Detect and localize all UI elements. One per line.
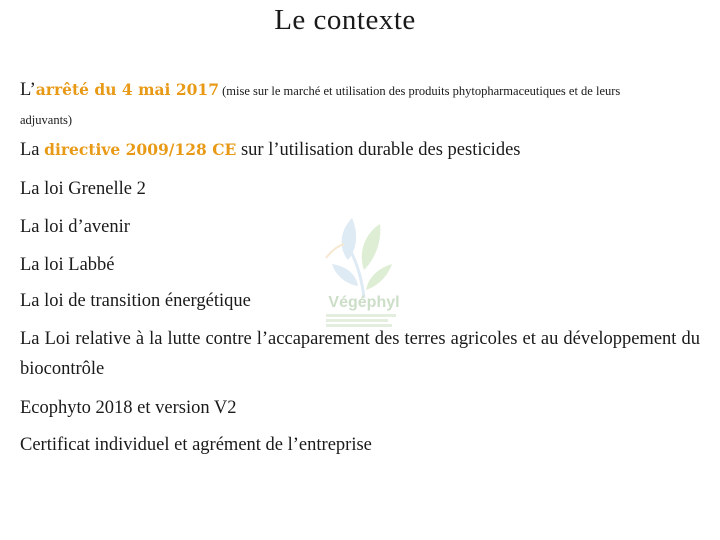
list-item-labbe: La loi Labbé — [20, 255, 115, 275]
vegephyl-logo-watermark — [318, 210, 410, 335]
leaf-icon — [318, 210, 410, 300]
list-item-ecophyto: Ecophyto 2018 et version V2 — [20, 398, 237, 418]
watermark-logo-tagline — [326, 314, 406, 327]
list-item-transition: La loi de transition énergétique — [20, 291, 251, 311]
slide-title: Le contexte — [274, 4, 416, 36]
list-item-accaparement-continuation: biocontrôle — [20, 359, 105, 379]
list-item-arrete — [20, 78, 620, 103]
list-item-grenelle: La loi Grenelle 2 — [20, 179, 146, 199]
list-item-avenir: La loi d’avenir — [20, 217, 130, 237]
list-item-directive — [20, 138, 520, 162]
item-text: sur l’utilisation durable des pesticides — [236, 140, 521, 160]
item-highlight: directive 2009/128 CE — [44, 140, 237, 159]
item-prefix: La — [20, 140, 45, 160]
item-prefix: L’ — [20, 80, 36, 100]
list-item-arrete-continuation: adjuvants) — [20, 113, 73, 127]
list-item-certificat: Certificat individuel et agrément de l’entreprise — [20, 435, 372, 455]
list-item-accaparement: La Loi relative à la lutte contre l’accaparement des terres agricoles et au développement du — [20, 329, 700, 349]
item-text: (mise sur le marché et utilisation des produits phytopharmaceutiques et de leurs — [218, 84, 621, 98]
watermark-logo-wordmark: Végéphyl — [328, 294, 400, 311]
item-highlight: arrêté du 4 mai 2017 — [35, 80, 219, 99]
